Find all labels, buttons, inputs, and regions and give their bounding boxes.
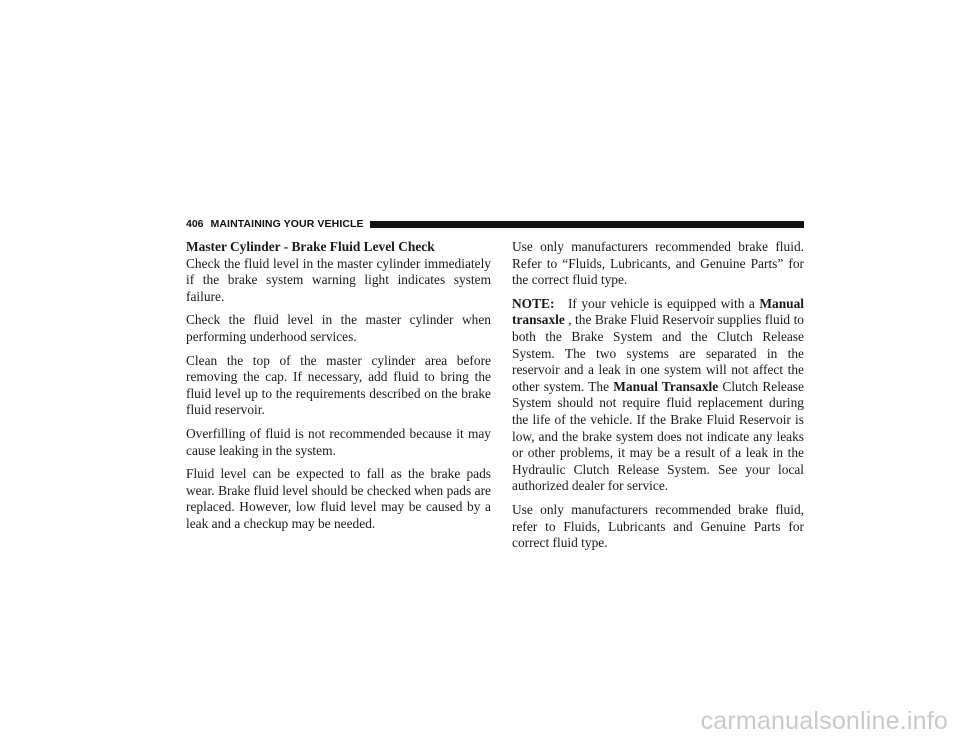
paragraph: Check the fluid level in the master cylinder when performing underhood services. (186, 312, 491, 344)
note-paragraph (512, 296, 804, 495)
manual-transaxle-term: Manual transaxle (512, 295, 805, 328)
note-text: , the Brake Fluid Reservoir supplies fluid to both the Brake System and the Clutch Release System. The two systems are separated in the reservoir and a leak in one system will not affect the other system. The (512, 312, 804, 394)
note-label: NOTE: (512, 295, 555, 311)
note-text: If your vehicle is equipped with a (567, 295, 755, 311)
paragraph: Overfilling of fluid is not recommended because it may cause leaking in the system. (186, 425, 491, 458)
intro-text: Check the fluid level in the master cylinder immediately if the brake system warning light indicates system failure. (186, 255, 491, 304)
right-column (512, 239, 804, 559)
header-rule (370, 221, 804, 228)
intro-paragraph (186, 239, 491, 305)
paragraph: Clean the top of the master cylinder area before removing the cap. If necessary, add fluid to bring the fluid level up to the requirements described on the brake fluid reservoir. (186, 352, 491, 418)
left-column (186, 239, 491, 540)
paragraph: Use only manufacturers recommended brake fluid. Refer to “Fluids, Lubricants, and Genuine Parts” for the correct fluid type. (512, 239, 804, 288)
paragraph: Fluid level can be expected to fall as the brake pads wear. Brake fluid level should be checked when pads are replaced. However, low fluid level may be caused by a leak and a checkup may be needed. (186, 466, 491, 531)
paragraph: Use only manufacturers recommended brake fluid, refer to Fluids, Lubricants and Genuine Parts for correct fluid type. (512, 501, 804, 551)
page-number: 406 (186, 218, 204, 230)
watermark-text: carmanualsonline.info (700, 707, 948, 735)
manual-transaxle-term: Manual Transaxle (613, 378, 719, 394)
page-header (186, 218, 804, 230)
section-title: MAINTAINING YOUR VEHICLE (210, 218, 364, 230)
section-heading: Master Cylinder - Brake Fluid Level Check (186, 239, 435, 254)
note-text: Clutch Release System should not require fluid replacement during the life of the vehicle. If the Brake Fluid Reservoir is low, and the brake system does not indicate any leaks or other problems, it may be a result of a leak in the Hydraulic Clutch Release System. See your local authorized dealer for service. (512, 378, 804, 494)
